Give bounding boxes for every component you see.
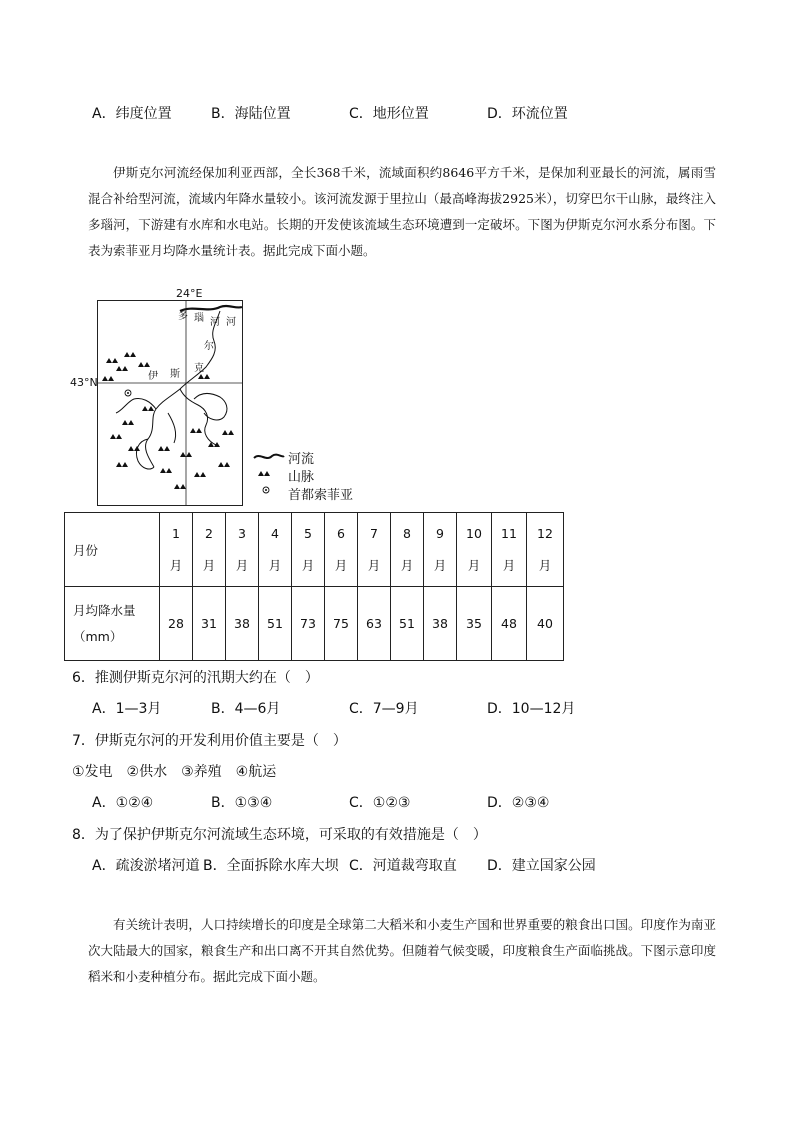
river-map xyxy=(97,300,243,506)
month-cell: 8 月 xyxy=(391,513,424,587)
precipitation-value: 31 xyxy=(193,587,226,661)
q8-option-c: C．河道裁弯取直 xyxy=(349,858,457,874)
precipitation-value: 75 xyxy=(325,587,358,661)
q5-option-b: B．海陆位置 xyxy=(211,106,291,122)
q6-stem: 6．推测伊斯克尔河的汛期大约在（ ） xyxy=(72,670,319,686)
precipitation-value: 73 xyxy=(292,587,325,661)
precipitation-value: 63 xyxy=(358,587,391,661)
q8-stem: 8．为了保护伊斯克尔河流域生态环境，可采取的有效措施是（ ） xyxy=(72,827,487,843)
month-cell: 3 月 xyxy=(226,513,259,587)
q8-option-a: A．疏浚淤堵河道 xyxy=(92,858,200,874)
iskar-char: 克 xyxy=(194,363,204,374)
passage-india: 有关统计表明，人口持续增长的印度是全球第二大稻米和小麦生产国和世界重要的粮食出口国。印度作为南亚次大陆最大的国家，粮食生产和出口离不开其自然优势。但随着气候变暖，印度粮食生产面临挑战。下图示意印度稻米和小麦种植分布。据此完成下面小题。 xyxy=(88,917,716,984)
precipitation-table xyxy=(64,512,564,661)
passage-iskar: 伊斯克尔河流经保加利亚西部，全长368千米，流域面积约8646平方千米，是保加利亚最长的河流，属雨雪混合补给型河流，流域内年降水量较小。该河流发源于里拉山（最高峰海拔2925米），切穿巴尔干山脉，最终注入多瑙河，下游建有水库和水电站。长期的开发使该流域生态环境遭到一定破坏。下图为伊斯克尔河水系分布图。下表为索菲亚月均降水量统计表。据此完成下面小题。 xyxy=(88,165,716,258)
q7-option-b: B．①③④ xyxy=(211,795,273,811)
month-cell: 5 月 xyxy=(292,513,325,587)
q8-option-b: B．全面拆除水库大坝 xyxy=(203,858,339,874)
month-cell: 11 月 xyxy=(492,513,527,587)
precipitation-header: 月均降水量 （mm） xyxy=(65,587,160,661)
precipitation-value: 28 xyxy=(160,587,193,661)
month-cell: 4 月 xyxy=(259,513,292,587)
month-cell: 12 月 xyxy=(527,513,564,587)
precipitation-value: 48 xyxy=(492,587,527,661)
legend-mountain-symbol xyxy=(258,471,270,476)
tributary xyxy=(180,389,216,445)
iskar-char: 斯 xyxy=(170,369,180,380)
tributary xyxy=(168,413,176,443)
iskar-char: 尔 xyxy=(204,341,214,352)
q6-option-b: B．4—6月 xyxy=(211,701,281,717)
precipitation-value: 40 xyxy=(527,587,564,661)
month-cell: 9 月 xyxy=(424,513,457,587)
month-cell: 7 月 xyxy=(358,513,391,587)
q5-option-a: A．纬度位置 xyxy=(92,106,172,122)
q5-option-d: D．环流位置 xyxy=(487,106,568,122)
q7-option-c: C．①②③ xyxy=(349,795,411,811)
q6-option-d: D．10—12月 xyxy=(487,701,576,717)
precipitation-value: 38 xyxy=(226,587,259,661)
q7-option-d: D．②③④ xyxy=(487,795,550,811)
legend-river-label: 河流 xyxy=(288,452,315,467)
q5-option-c: C．地形位置 xyxy=(349,106,429,122)
sofia-marker-dot xyxy=(127,392,129,394)
danube-char: 瑙 xyxy=(194,313,204,324)
longitude-label: 24°E xyxy=(176,287,203,300)
month-cell: 2 月 xyxy=(193,513,226,587)
latitude-label: 43°N xyxy=(70,376,98,389)
danube-char: 河 xyxy=(226,317,236,328)
precipitation-value: 51 xyxy=(391,587,424,661)
legend-mountain-label: 山脉 xyxy=(288,470,315,485)
tributary xyxy=(194,394,227,420)
precipitation-value: 51 xyxy=(259,587,292,661)
precipitation-value: 35 xyxy=(457,587,492,661)
q8-option-d: D．建立国家公园 xyxy=(487,858,596,874)
q7-option-a: A．①②④ xyxy=(92,795,154,811)
tributary xyxy=(136,439,154,469)
legend-symbols xyxy=(252,448,286,498)
month-header: 月份 xyxy=(65,513,160,587)
month-cell: 10 月 xyxy=(457,513,492,587)
iskar-char: 伊 xyxy=(148,371,158,382)
legend-river-symbol xyxy=(254,455,284,458)
iskar-river xyxy=(146,311,220,467)
danube-char: 河 xyxy=(210,317,220,328)
table-row-months xyxy=(65,513,564,587)
month-cell: 6 月 xyxy=(325,513,358,587)
q6-option-a: A．1—3月 xyxy=(92,701,162,717)
month-cell: 1 月 xyxy=(160,513,193,587)
q6-option-c: C．7—9月 xyxy=(349,701,419,717)
q7-stem: 7．伊斯克尔河的开发利用价值主要是（ ） xyxy=(72,733,347,749)
danube-river xyxy=(180,306,242,311)
table-row-precipitation xyxy=(65,587,564,661)
river-map-drawing xyxy=(98,301,242,505)
mountain-symbols xyxy=(102,352,234,489)
precipitation-value: 38 xyxy=(424,587,457,661)
legend-capital-label: 首都索菲亚 xyxy=(288,488,354,503)
danube-char: 多 xyxy=(178,311,188,322)
q7-items: ①发电 ②供水 ③养殖 ④航运 xyxy=(72,764,277,780)
